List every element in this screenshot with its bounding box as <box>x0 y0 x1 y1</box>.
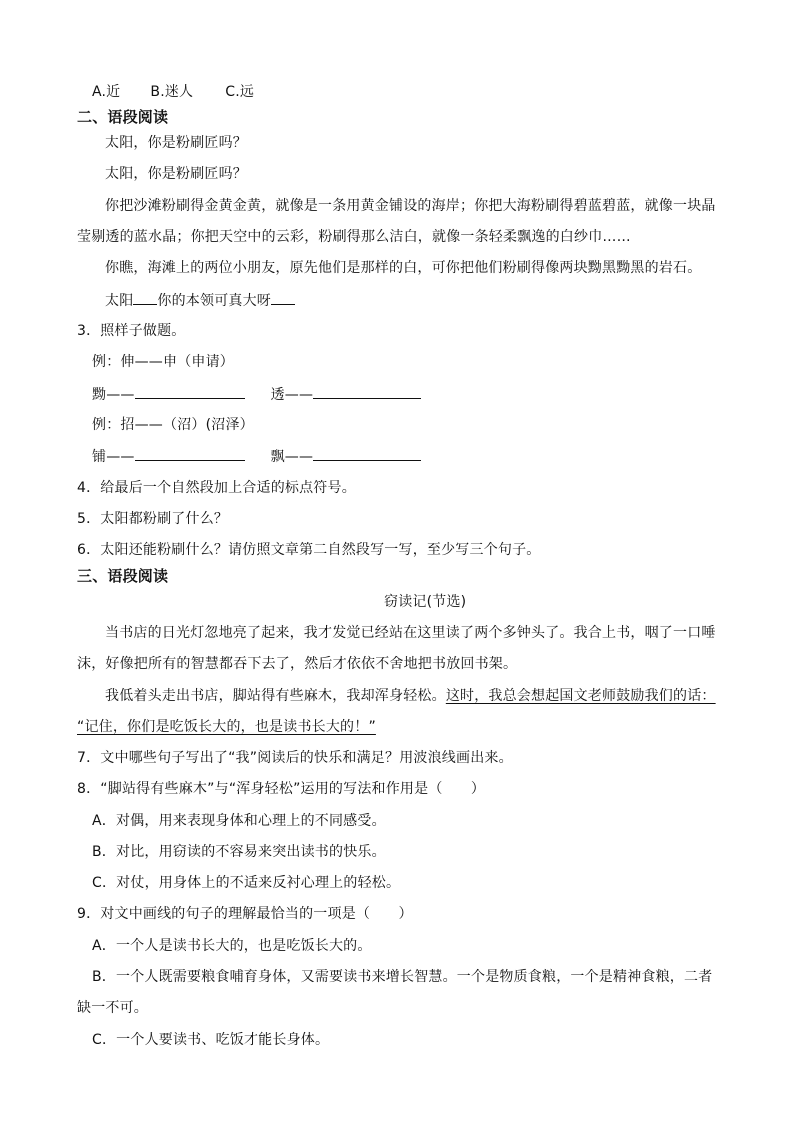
passage-title: 窃读记(节选) <box>384 594 467 610</box>
option-b: B.迷人 <box>150 84 194 100</box>
section2-para-3-line-1: 你把沙滩粉刷得金黄金黄，就像是一条用黄金铺设的海岸；你把大海粉刷得碧蓝碧蓝，就像一块晶 <box>105 198 716 214</box>
question-8-option-a[interactable]: A．对偶，用来表现身体和心理上的不同感受。 <box>92 813 386 829</box>
underlined-quote: “记住，你们是吃饭长大的，也是读书长大的！” <box>77 719 376 735</box>
question-8: 8．“脚站得有些麻木”与“浑身轻松”运用的写法和作用是（ ） <box>77 781 486 797</box>
section3-para-2-line-2 <box>77 717 376 737</box>
section2-title: 二、语段阅读 <box>77 108 169 126</box>
question-8-option-c[interactable]: C．对仗，用身体上的不适来反衬心理上的轻松。 <box>92 875 401 891</box>
question-4: 4．给最后一个自然段加上合适的标点符号。 <box>77 480 356 496</box>
section3-para-2-line-1: 我低着头走出书店，脚站得有些麻木，我却浑身轻松。这时，我总会想起国文老师鼓励我们的话： <box>105 688 716 704</box>
question-5: 5．太阳都粉刷了什么？ <box>77 511 229 527</box>
prev-question-options <box>92 82 254 102</box>
question-8-option-b[interactable]: B．对比，用窃读的不容易来突出读书的快乐。 <box>92 844 386 860</box>
question-9-option-b-line-2[interactable]: 缺一不可。 <box>77 1000 148 1016</box>
section2-para-1: 太阳，你是粉刷匠吗？ <box>105 135 247 151</box>
answer-blank-you[interactable] <box>135 384 245 399</box>
section2-para-4: 你瞧，海滩上的两位小朋友，原先他们是那样的白，可你把他们粉刷得像两块黝黑黝黑的岩石。 <box>105 260 702 276</box>
answer-blank-pu[interactable] <box>135 446 245 461</box>
section3-para-1-line-2: 沫，好像把所有的智慧都吞下去了，然后才依依不舍地把书放回书架。 <box>77 656 518 672</box>
example-1: 例：伸——申（申请） <box>92 354 234 370</box>
section3-title: 三、语段阅读 <box>77 567 169 585</box>
answer-blank-piao[interactable] <box>313 446 421 461</box>
answer-row-1: 黝—— 透—— <box>92 384 421 404</box>
question-6: 6．太阳还能粉刷什么？请仿照文章第二自然段写一写，至少写三个句子。 <box>77 542 541 558</box>
question-3: 3．照样子做题。 <box>77 323 186 339</box>
question-7: 7．文中哪些句子写出了“我”阅读后的快乐和满足？用波浪线画出来。 <box>77 750 513 766</box>
punctuation-blank-1[interactable] <box>133 290 157 305</box>
punctuation-blank-2[interactable] <box>271 290 295 305</box>
section2-para-2: 太阳，你是粉刷匠吗？ <box>105 166 247 182</box>
question-9-option-a[interactable]: A．一个人是读书长大的，也是吃饭长大的。 <box>92 938 372 954</box>
section2-para-3-line-2: 莹剔透的蓝水晶；你把天空中的云彩，粉刷得那么洁白，就像一条轻柔飘逸的白纱巾…… <box>77 229 631 245</box>
underlined-sentence: 这时，我总会想起国文老师鼓励我们的话： <box>445 688 716 704</box>
option-c: C.远 <box>225 84 255 100</box>
question-9: 9．对文中画线的句子的理解最恰当的一项是（ ） <box>77 906 413 922</box>
option-a: A.近 <box>92 84 121 100</box>
answer-blank-tou[interactable] <box>313 384 421 399</box>
answer-row-2: 铺—— 飘—— <box>92 446 421 466</box>
section3-para-1-line-1: 当书店的日光灯忽地亮了起来，我才发觉已经站在这里读了两个多钟头了。我合上书，咽了一口唾 <box>105 625 716 641</box>
example-2: 例：招——（沼）(沼泽） <box>92 417 254 433</box>
question-9-option-b-line-1[interactable]: B．一个人既需要粮食哺育身体，又需要读书来增长智慧。一个是物质食粮，一个是精神食粮，二者 <box>92 969 713 985</box>
question-9-option-c[interactable]: C．一个人要读书、吃饭才能长身体。 <box>92 1032 330 1048</box>
section2-para-5: 太阳 你的本领可真大呀 <box>105 290 295 310</box>
